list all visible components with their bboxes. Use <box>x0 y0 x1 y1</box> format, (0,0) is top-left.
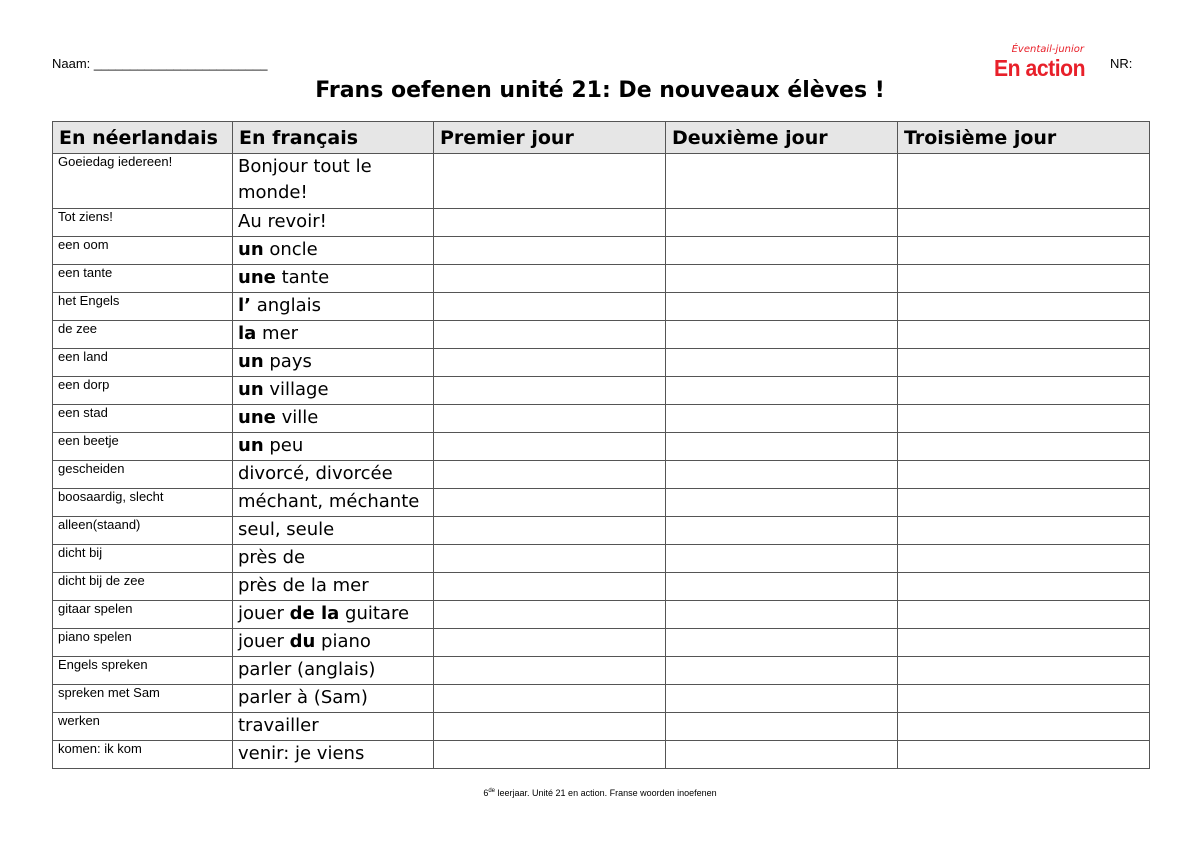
french-article: la <box>238 323 257 344</box>
practice-day-2-cell[interactable] <box>666 433 898 461</box>
table-row <box>53 629 1150 657</box>
french-text: près de la mer <box>238 575 369 596</box>
french-article: un <box>238 351 264 372</box>
french-word-cell <box>233 209 434 237</box>
practice-day-2-cell[interactable] <box>666 349 898 377</box>
practice-day-2-cell[interactable] <box>666 154 898 209</box>
table-row <box>53 377 1150 405</box>
practice-day-3-cell[interactable] <box>898 461 1150 489</box>
dutch-word-cell: een land <box>53 349 233 377</box>
table-row <box>53 405 1150 433</box>
practice-day-2-cell[interactable] <box>666 321 898 349</box>
practice-day-3-cell[interactable] <box>898 573 1150 601</box>
practice-day-1-cell[interactable] <box>434 629 666 657</box>
french-text: ville <box>275 407 319 428</box>
logo-title: En action <box>994 55 1086 81</box>
practice-day-2-cell[interactable] <box>666 573 898 601</box>
practice-day-2-cell[interactable] <box>666 685 898 713</box>
practice-day-1-cell[interactable] <box>434 489 666 517</box>
french-word-cell <box>233 377 434 405</box>
french-word-cell <box>233 154 434 209</box>
french-word-cell <box>233 741 434 769</box>
dutch-word-cell: dicht bij <box>53 545 233 573</box>
table-row <box>53 209 1150 237</box>
french-text: travailler <box>238 715 319 736</box>
practice-day-3-cell[interactable] <box>898 517 1150 545</box>
practice-day-3-cell[interactable] <box>898 741 1150 769</box>
practice-day-3-cell[interactable] <box>898 154 1150 209</box>
french-text: pays <box>263 351 312 372</box>
dutch-word-cell: een stad <box>53 405 233 433</box>
practice-day-2-cell[interactable] <box>666 377 898 405</box>
french-word-cell <box>233 685 434 713</box>
table-row <box>53 489 1150 517</box>
french-article: une <box>238 267 276 288</box>
number-field-label: NR: <box>1110 56 1133 71</box>
practice-day-1-cell[interactable] <box>434 573 666 601</box>
french-text: parler à (Sam) <box>238 687 368 708</box>
french-text: divorcé, divorcée <box>238 463 393 484</box>
french-word-cell <box>233 265 434 293</box>
french-article: du <box>289 631 316 652</box>
table-row <box>53 321 1150 349</box>
dutch-word-cell: Goeiedag iedereen! <box>53 154 233 209</box>
table-row <box>53 349 1150 377</box>
footer-text: leerjaar. Unité 21 en action. Franse woorden inoefenen <box>495 788 717 798</box>
french-article: un <box>238 379 264 400</box>
practice-day-1-cell[interactable] <box>434 349 666 377</box>
dutch-word-cell: een oom <box>53 237 233 265</box>
french-article: de la <box>289 603 340 624</box>
practice-day-2-cell[interactable] <box>666 461 898 489</box>
french-text: venir: je viens <box>238 743 365 764</box>
dutch-word-cell: de zee <box>53 321 233 349</box>
french-word-cell <box>233 433 434 461</box>
french-word-cell <box>233 237 434 265</box>
table-row <box>53 293 1150 321</box>
name-field-label: Naam: ________________________ <box>52 56 268 71</box>
column-header-day-2: Deuxième jour <box>666 122 898 154</box>
table-row <box>53 685 1150 713</box>
table-row <box>53 433 1150 461</box>
french-word-cell <box>233 601 434 629</box>
french-word-cell <box>233 629 434 657</box>
dutch-word-cell: gitaar spelen <box>53 601 233 629</box>
practice-day-3-cell[interactable] <box>898 685 1150 713</box>
practice-day-1-cell[interactable] <box>434 601 666 629</box>
french-word-cell <box>233 321 434 349</box>
french-text: anglais <box>251 295 322 316</box>
dutch-word-cell: alleen(staand) <box>53 517 233 545</box>
practice-day-1-cell[interactable] <box>434 517 666 545</box>
french-word-cell <box>233 545 434 573</box>
table-row <box>53 657 1150 685</box>
practice-day-2-cell[interactable] <box>666 517 898 545</box>
practice-day-1-cell[interactable] <box>434 154 666 209</box>
practice-day-3-cell[interactable] <box>898 433 1150 461</box>
practice-day-2-cell[interactable] <box>666 265 898 293</box>
french-text: seul, seule <box>238 519 335 540</box>
column-header-dutch: En néerlandais <box>53 122 233 154</box>
logo <box>994 44 1090 82</box>
vocabulary-table <box>52 121 1150 769</box>
french-word-cell <box>233 517 434 545</box>
practice-day-2-cell[interactable] <box>666 657 898 685</box>
french-text: tante <box>275 267 330 288</box>
french-text: jouer <box>238 603 290 624</box>
practice-day-1-cell[interactable] <box>434 209 666 237</box>
practice-day-1-cell[interactable] <box>434 265 666 293</box>
practice-day-3-cell[interactable] <box>898 545 1150 573</box>
table-row <box>53 461 1150 489</box>
dutch-word-cell: gescheiden <box>53 461 233 489</box>
dutch-word-cell: werken <box>53 713 233 741</box>
practice-day-3-cell[interactable] <box>898 377 1150 405</box>
french-text: jouer <box>238 631 290 652</box>
practice-day-2-cell[interactable] <box>666 741 898 769</box>
vocabulary-rows <box>53 154 1150 769</box>
french-text: près de <box>238 547 306 568</box>
dutch-word-cell: Engels spreken <box>53 657 233 685</box>
practice-day-1-cell[interactable] <box>434 713 666 741</box>
practice-day-2-cell[interactable] <box>666 601 898 629</box>
practice-day-3-cell[interactable] <box>898 657 1150 685</box>
table-row <box>53 545 1150 573</box>
french-text: village <box>263 379 329 400</box>
table-row <box>53 517 1150 545</box>
footer-note <box>0 788 1200 798</box>
practice-day-1-cell[interactable] <box>434 461 666 489</box>
practice-day-3-cell[interactable] <box>898 349 1150 377</box>
practice-day-3-cell[interactable] <box>898 321 1150 349</box>
table-row <box>53 154 1150 209</box>
practice-day-1-cell[interactable] <box>434 657 666 685</box>
practice-day-3-cell[interactable] <box>898 293 1150 321</box>
dutch-word-cell: boosaardig, slecht <box>53 489 233 517</box>
practice-day-1-cell[interactable] <box>434 685 666 713</box>
practice-day-3-cell[interactable] <box>898 713 1150 741</box>
logo-subtitle: Éventail-junior <box>1011 44 1084 55</box>
french-text: parler (anglais) <box>238 659 376 680</box>
french-article: un <box>238 435 264 456</box>
dutch-word-cell: spreken met Sam <box>53 685 233 713</box>
table-row <box>53 265 1150 293</box>
french-text: Au revoir! <box>238 211 327 232</box>
french-word-cell <box>233 349 434 377</box>
practice-day-1-cell[interactable] <box>434 321 666 349</box>
table-row <box>53 713 1150 741</box>
practice-day-3-cell[interactable] <box>898 237 1150 265</box>
practice-day-1-cell[interactable] <box>434 237 666 265</box>
table-row <box>53 237 1150 265</box>
practice-day-2-cell[interactable] <box>666 237 898 265</box>
french-text: guitare <box>339 603 410 624</box>
practice-day-2-cell[interactable] <box>666 293 898 321</box>
french-word-cell <box>233 293 434 321</box>
french-text: mer <box>256 323 299 344</box>
dutch-word-cell: piano spelen <box>53 629 233 657</box>
column-header-day-3: Troisième jour <box>898 122 1150 154</box>
practice-day-2-cell[interactable] <box>666 713 898 741</box>
practice-day-1-cell[interactable] <box>434 293 666 321</box>
table-row <box>53 601 1150 629</box>
practice-day-3-cell[interactable] <box>898 629 1150 657</box>
dutch-word-cell: een dorp <box>53 377 233 405</box>
table-row <box>53 741 1150 769</box>
french-word-cell <box>233 489 434 517</box>
french-text: oncle <box>263 239 318 260</box>
practice-day-3-cell[interactable] <box>898 489 1150 517</box>
french-word-cell <box>233 573 434 601</box>
french-word-cell <box>233 461 434 489</box>
practice-day-2-cell[interactable] <box>666 545 898 573</box>
column-header-day-1: Premier jour <box>434 122 666 154</box>
table-header-row <box>53 122 1150 154</box>
footer-grade-number: 6 <box>483 788 489 798</box>
french-word-cell <box>233 657 434 685</box>
column-header-french: En français <box>233 122 434 154</box>
page-title: Frans oefenen unité 21: De nouveaux élèves ! <box>315 78 885 103</box>
french-text: Bonjour tout le monde! <box>238 156 372 203</box>
french-text: piano <box>315 631 371 652</box>
dutch-word-cell: het Engels <box>53 293 233 321</box>
practice-day-3-cell[interactable] <box>898 209 1150 237</box>
dutch-word-cell: een tante <box>53 265 233 293</box>
dutch-word-cell: een beetje <box>53 433 233 461</box>
french-text: peu <box>263 435 304 456</box>
practice-day-3-cell[interactable] <box>898 265 1150 293</box>
french-text: méchant, méchante <box>238 491 420 512</box>
french-article: l’ <box>238 295 252 316</box>
footer-superscript: de <box>488 788 496 794</box>
practice-day-2-cell[interactable] <box>666 489 898 517</box>
table-row <box>53 573 1150 601</box>
practice-day-3-cell[interactable] <box>898 601 1150 629</box>
dutch-word-cell: komen: ik kom <box>53 741 233 769</box>
french-article: un <box>238 239 264 260</box>
dutch-word-cell: Tot ziens! <box>53 209 233 237</box>
practice-day-3-cell[interactable] <box>898 405 1150 433</box>
practice-day-1-cell[interactable] <box>434 433 666 461</box>
french-word-cell <box>233 713 434 741</box>
practice-day-1-cell[interactable] <box>434 741 666 769</box>
practice-day-2-cell[interactable] <box>666 405 898 433</box>
dutch-word-cell: dicht bij de zee <box>53 573 233 601</box>
practice-day-2-cell[interactable] <box>666 629 898 657</box>
practice-day-2-cell[interactable] <box>666 209 898 237</box>
practice-day-1-cell[interactable] <box>434 405 666 433</box>
french-word-cell <box>233 405 434 433</box>
practice-day-1-cell[interactable] <box>434 545 666 573</box>
french-article: une <box>238 407 276 428</box>
practice-day-1-cell[interactable] <box>434 377 666 405</box>
